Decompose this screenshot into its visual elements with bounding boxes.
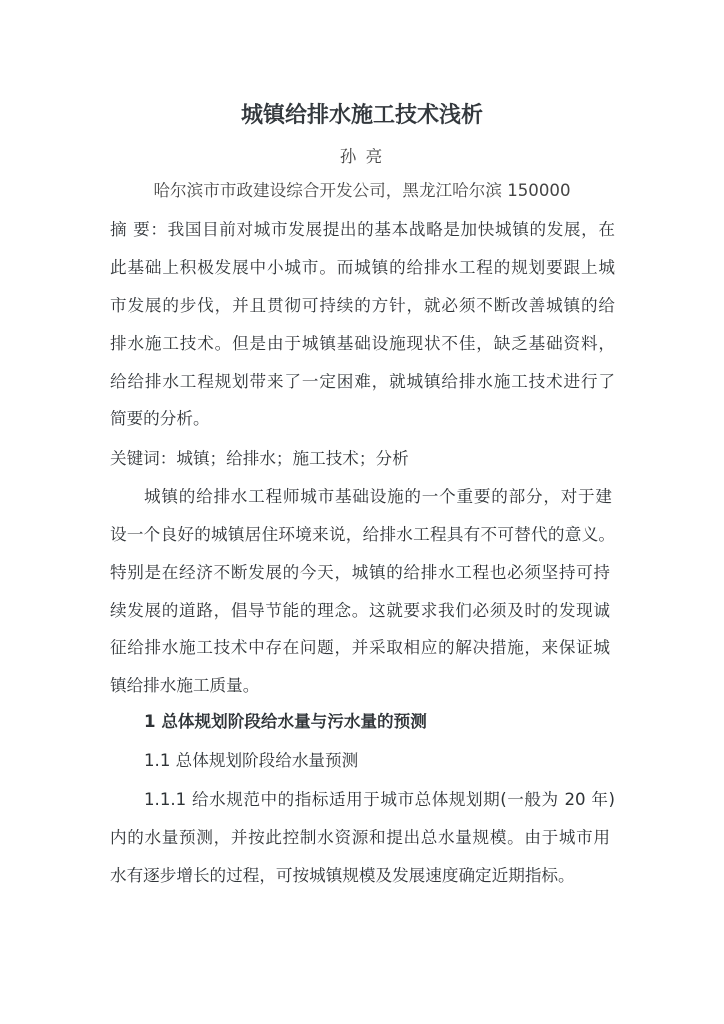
intro-line: 特别是在经济不断发展的今天，城镇的给排水工程也必须坚持可持 <box>110 563 610 582</box>
author: 孙 亮 <box>339 147 385 166</box>
abstract-line: 简要的分析。 <box>110 409 210 428</box>
abstract-line: 市发展的步伐，并且贯彻可持续的方针，就必须不断改善城镇的给 <box>110 296 615 315</box>
intro-line: 续发展的道路，倡导节能的理念。这就要求我们必须及时的发现诚 <box>110 601 610 620</box>
paragraph-line: 内的水量预测，并按此控制水资源和提出总水量规模。由于城市用 <box>110 828 610 847</box>
intro-line: 城镇的给排水工程师城市基础设施的一个重要的部分，对于建 <box>144 487 612 506</box>
section-heading-1-1: 1.1 总体规划阶段给水量预测 <box>144 751 359 770</box>
section-heading-1: 1 总体规划阶段给水量与污水量的预测 <box>144 712 427 731</box>
abstract-line: 摘 要：我国目前对城市发展提出的基本战略是加快城镇的发展，在 <box>110 220 615 239</box>
intro-line: 征给排水施工技术中存在问题，并采取相应的解决措施，来保证城 <box>110 638 610 657</box>
document-title: 城镇给排水施工技术浅析 <box>240 103 483 128</box>
paragraph-line: 水有逐步增长的过程，可按城镇规模及发展速度确定近期指标。 <box>110 866 575 885</box>
paragraph-line: 1.1.1 给水规范中的指标适用于城市总体规划期(一般为 20 年) <box>144 790 615 809</box>
affiliation: 哈尔滨市市政建设综合开发公司，黑龙江哈尔滨 150000 <box>153 181 571 200</box>
intro-line: 设一个良好的城镇居住环境来说，给排水工程具有不可替代的意义。 <box>110 525 615 544</box>
abstract-line: 此基础上积极发展中小城市。而城镇的给排水工程的规划要跟上城 <box>110 258 615 277</box>
abstract-line: 排水施工技术。但是由于城镇基础设施现状不佳，缺乏基础资料， <box>110 334 615 353</box>
keywords: 关键词：城镇；给排水；施工技术；分析 <box>110 449 409 468</box>
abstract-line: 给给排水工程规划带来了一定困难，就城镇给排水施工技术进行了 <box>110 372 615 391</box>
intro-line: 镇给排水施工质量。 <box>110 676 260 695</box>
